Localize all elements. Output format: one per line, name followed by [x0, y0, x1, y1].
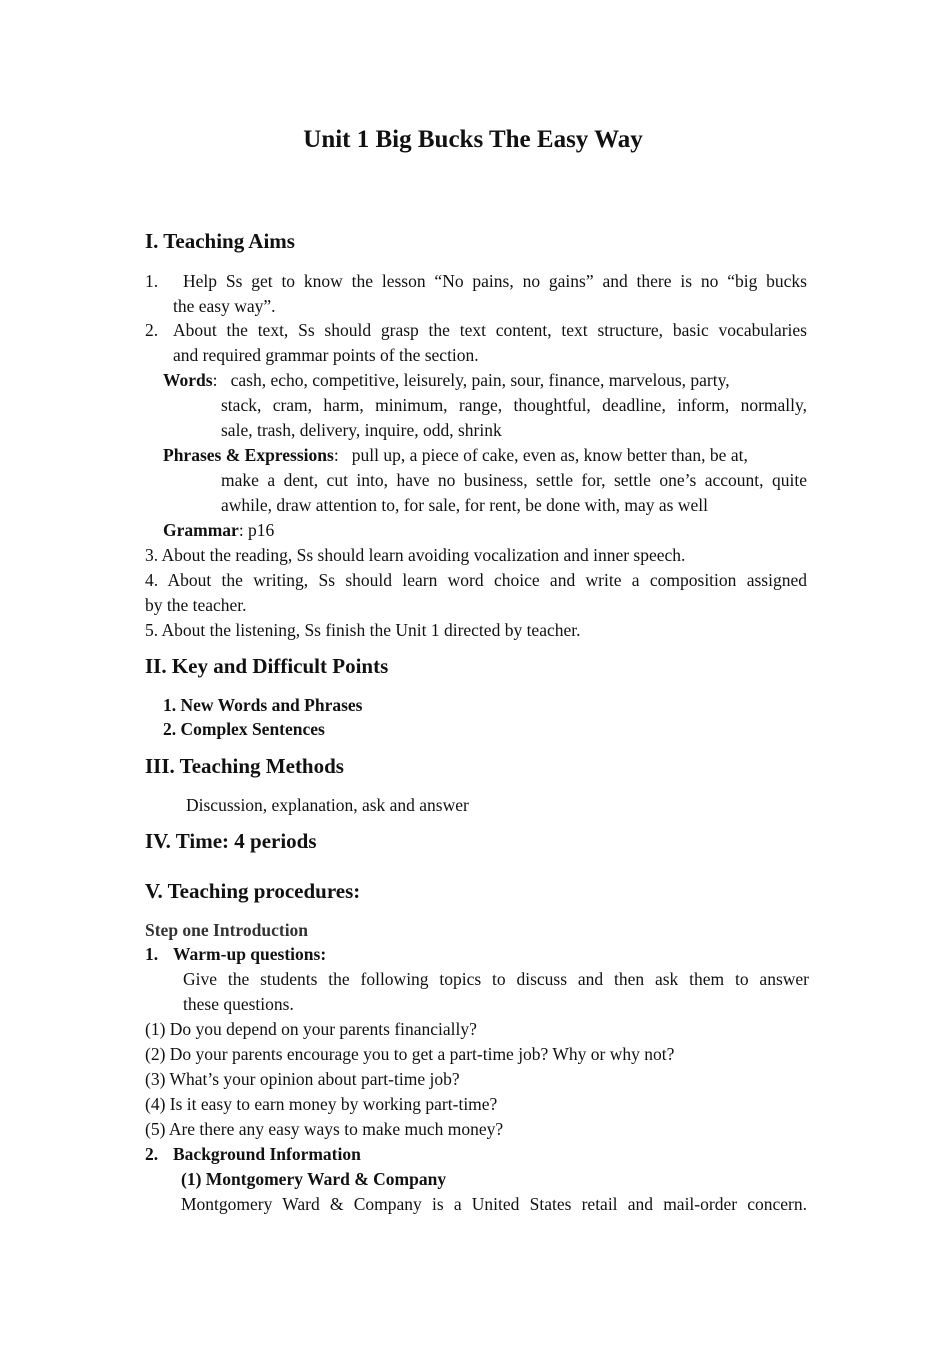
section-heading-procedures: V. Teaching procedures:: [145, 879, 361, 903]
aim-4-line-2: by the teacher.: [145, 595, 247, 615]
phrases-list-1: : pull up, a piece of cake, even as, know better than, be at,: [333, 445, 748, 465]
list-number: 2.: [145, 320, 159, 340]
question-item: (4) Is it easy to earn money by working part-time?: [145, 1094, 498, 1114]
grammar-line: [163, 518, 274, 542]
list-number: 2.: [145, 1144, 159, 1164]
warmup-heading: Warm-up questions:: [173, 944, 327, 964]
step-heading: Step one Introduction: [145, 920, 309, 940]
teaching-methods-text: Discussion, explanation, ask and answer: [186, 795, 469, 815]
words-line-1: [163, 368, 807, 392]
aim-1-line-1: Help Ss get to know the lesson “No pains, no gains” and there is no “big bucks: [183, 271, 807, 291]
section-heading-key-points: II. Key and Difficult Points: [145, 654, 389, 678]
section-heading-teaching-methods: III. Teaching Methods: [145, 754, 344, 778]
key-point-item: 1. New Words and Phrases: [163, 695, 363, 715]
words-label: Words: [163, 370, 213, 390]
aim-2-line-2: and required grammar points of the section.: [173, 345, 479, 365]
aim-1-line-2: the easy way”.: [173, 296, 276, 316]
page-title: Unit 1 Big Bucks The Easy Way: [303, 126, 643, 153]
list-number: 1.: [145, 271, 159, 291]
grammar-label: Grammar: [163, 520, 239, 540]
key-point-item: 2. Complex Sentences: [163, 719, 325, 739]
aim-3: 3. About the reading, Ss should learn avoiding vocalization and inner speech.: [145, 545, 686, 565]
question-item: (5) Are there any easy ways to make much money?: [145, 1119, 504, 1139]
words-line-2: stack, cram, harm, minimum, range, thoughtful, deadline, inform, normally,: [221, 395, 807, 415]
aim-2-line-1: About the text, Ss should grasp the text content, text structure, basic vocabularies: [173, 320, 807, 340]
aim-5: 5. About the listening, Ss finish the Unit 1 directed by teacher.: [145, 620, 581, 640]
background-heading: Background Information: [173, 1144, 361, 1164]
question-item: (3) What’s your opinion about part-time job?: [145, 1069, 460, 1089]
warmup-text-line-2: these questions.: [183, 994, 294, 1014]
phrases-line-1: [163, 443, 748, 467]
grammar-text: : p16: [238, 520, 275, 540]
warmup-text-line-1: Give the students the following topics to discuss and then ask them to answer: [183, 969, 809, 989]
section-heading-time: IV. Time: 4 periods: [145, 829, 317, 853]
phrases-label: Phrases & Expressions: [163, 445, 334, 465]
phrases-line-3: awhile, draw attention to, for sale, for rent, be done with, may as well: [221, 495, 708, 515]
words-list-1: : cash, echo, competitive, leisurely, pain, sour, finance, marvelous, party,: [212, 370, 730, 390]
list-number: 1.: [145, 944, 159, 964]
background-text: Montgomery Ward & Company is a United States retail and mail-order concern.: [181, 1194, 807, 1214]
background-subheading: (1) Montgomery Ward & Company: [181, 1169, 447, 1189]
question-item: (2) Do your parents encourage you to get a part-time job? Why or why not?: [145, 1044, 675, 1064]
question-item: (1) Do you depend on your parents financially?: [145, 1019, 477, 1039]
section-heading-teaching-aims: I. Teaching Aims: [145, 229, 295, 253]
aim-4-line-1: 4. About the writing, Ss should learn word choice and write a composition assigned: [145, 570, 807, 590]
words-line-3: sale, trash, delivery, inquire, odd, shrink: [221, 420, 502, 440]
phrases-line-2: make a dent, cut into, have no business, settle for, settle one’s account, quite: [221, 470, 807, 490]
